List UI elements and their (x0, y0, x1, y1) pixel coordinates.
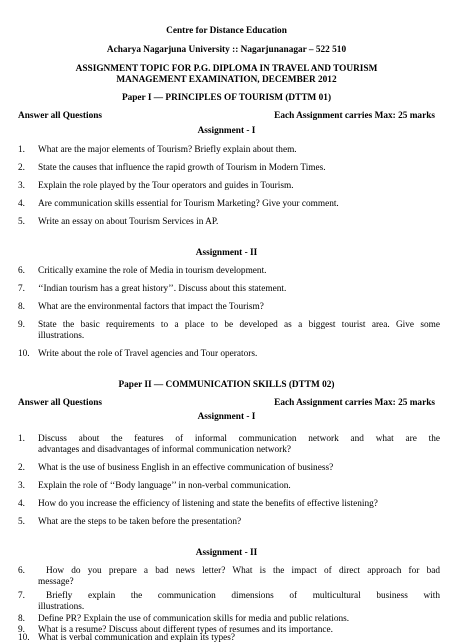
list-item-number: 6. (18, 266, 25, 276)
list-item-line: advantages and disadvantages of informal communication network? (38, 445, 291, 455)
paper2-max-marks: Each Assignment carries Max: 25 marks (274, 398, 435, 408)
paper2-assignment1-heading: Assignment - I (197, 412, 256, 422)
list-item: Explain the role played by the Tour operators and guides in Tourism. (38, 181, 294, 191)
list-item-line: How do you prepare a bad news letter? What is the impact of direct approach for bad (46, 566, 440, 576)
list-item-number: 7. (18, 591, 25, 601)
list-item: What is a resume? Discuss about different types of resumes and its importance. (38, 625, 333, 635)
list-item-number: 8. (18, 302, 25, 312)
paper2-assignment2-heading: Assignment - II (195, 548, 258, 558)
paper1-assignment2-heading: Assignment - II (195, 248, 258, 258)
list-item: What is verbal communication and explain its types? (38, 633, 235, 643)
topic-line-1: ASSIGNMENT TOPIC FOR P.G. DIPLOMA IN TRAVEL AND TOURISM (75, 64, 378, 74)
list-item: Write about the role of Travel agencies and Tour operators. (38, 349, 258, 359)
list-item: Write an essay on about Tourism Services in AP. (38, 217, 219, 227)
list-item-number: 4. (18, 499, 25, 509)
list-item-line: illustrations. (38, 602, 85, 612)
paper1-assignment1-heading: Assignment - I (197, 126, 256, 136)
list-item-number: 5. (18, 217, 25, 227)
list-item: Define PR? Explain the use of communication skills for media and public relations. (38, 614, 350, 624)
list-item-number: 5. (18, 517, 25, 527)
list-item-number: 4. (18, 199, 25, 209)
list-item-number: 1. (18, 145, 25, 155)
list-item-number: 6. (18, 566, 25, 576)
list-item-number: 9. (18, 625, 25, 635)
list-item-line: illustrations. (38, 331, 85, 341)
paper2-title: Paper II — COMMUNICATION SKILLS (DTTM 02) (118, 380, 335, 390)
list-item: What are the major elements of Tourism? Briefly explain about them. (38, 145, 297, 155)
paper1-title: Paper I — PRINCIPLES OF TOURISM (DTTM 01) (121, 93, 332, 103)
topic-line-2: MANAGEMENT EXAMINATION, DECEMBER 2012 (116, 75, 337, 85)
list-item: What are the steps to be taken before the presentation? (38, 517, 242, 527)
list-item-line: message? (38, 577, 74, 587)
list-item-line: Briefly explain the communication dimensions of multicultural business with (46, 591, 440, 601)
list-item-number: 3. (18, 481, 25, 491)
list-item-number: 2. (18, 463, 25, 473)
list-item-number: 10. (18, 349, 30, 359)
centre-heading: Centre for Distance Education (166, 26, 287, 36)
paper1-max-marks: Each Assignment carries Max: 25 marks (274, 111, 435, 121)
university-heading: Acharya Nagarjuna University :: Nagarjunanagar – 522 510 (106, 45, 347, 55)
list-item-number: 10. (18, 633, 30, 643)
list-item-number: 8. (18, 614, 25, 624)
list-item: Are communication skills essential for Tourism Marketing? Give your comment. (38, 199, 339, 209)
list-item: State the causes that influence the rapid growth of Tourism in Modern Times. (38, 163, 326, 173)
list-item-number: 7. (18, 284, 25, 294)
list-item-number: 1. (18, 434, 25, 444)
list-item: What are the environmental factors that impact the Tourism? (38, 302, 264, 312)
list-item-number: 3. (18, 181, 25, 191)
list-item: Explain the role of ‘‘Body language’’ in non-verbal communication. (38, 481, 291, 491)
list-item-line: State the basic requirements to a place to be developed as a biggest tourist area. Give some (38, 320, 440, 330)
list-item-line: Discuss about the features of informal communication network and what are the (38, 434, 440, 444)
list-item: ‘‘Indian tourism has a great history’’. Discuss about this statement. (38, 284, 287, 294)
paper1-answer-all: Answer all Questions (18, 111, 103, 121)
paper2-answer-all: Answer all Questions (18, 398, 103, 408)
list-item-number: 9. (18, 320, 25, 330)
list-item-number: 2. (18, 163, 25, 173)
list-item: Critically examine the role of Media in tourism development. (38, 266, 267, 276)
list-item: What is the use of business English in an effective communication of business? (38, 463, 334, 473)
list-item: How do you increase the efficiency of listening and state the benefits of effective listening? (38, 499, 378, 509)
